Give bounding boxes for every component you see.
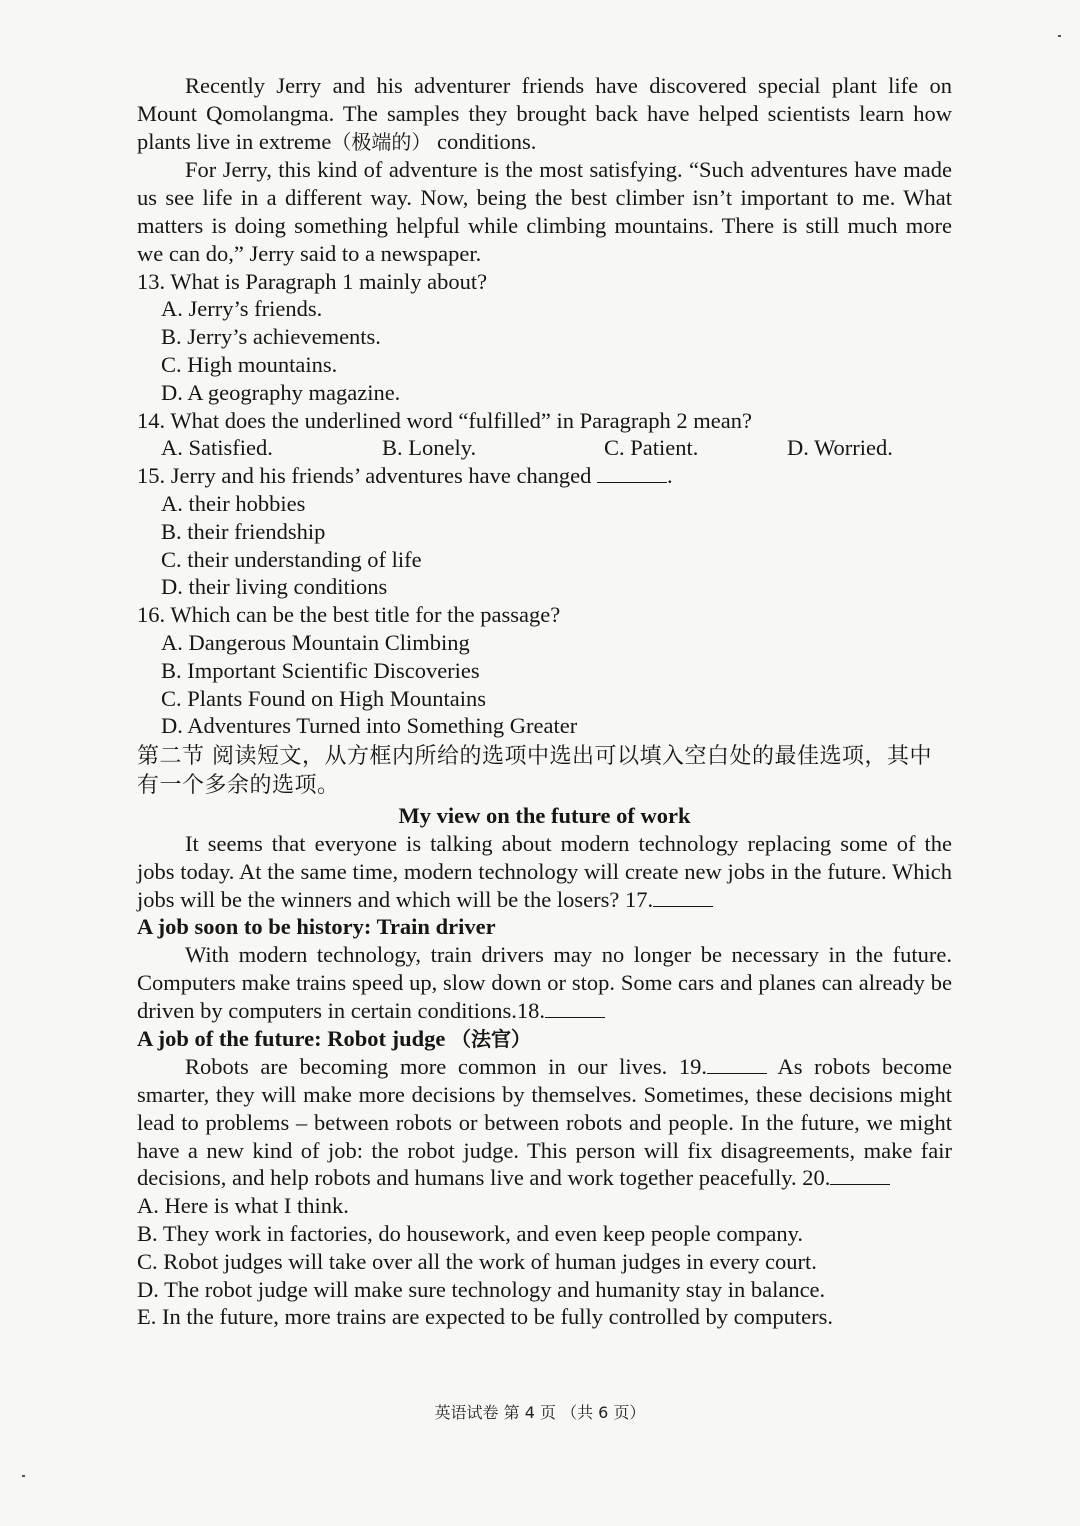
q16-option-d[interactable]: D. Adventures Turned into Something Greater — [161, 713, 578, 739]
choice-b[interactable]: B. They work in factories, do housework, and even keep people company. — [137, 1221, 804, 1247]
choice-e[interactable]: E. In the future, more trains are expected to be fully controlled by computers. — [137, 1304, 834, 1330]
choice-a[interactable]: A. Here is what I think. — [137, 1193, 349, 1219]
q13-option-c[interactable]: C. High mountains. — [161, 351, 338, 377]
question-13-stem: 13. What is Paragraph 1 mainly about? — [137, 268, 488, 294]
q16-option-a[interactable]: A. Dangerous Mountain Climbing — [161, 629, 470, 655]
q13-option-d[interactable]: D. A geography magazine. — [161, 379, 401, 405]
para1-text: Recently Jerry and his adventurer friends have discovered special plant life on Mount Qomolangma. The samples they brought back have helped scientists learn how plants live in extreme — [137, 73, 952, 154]
passage-paragraph-2: For Jerry, this kind of adventure is the most satisfying. “Such adventures have made us see life in a different way. Now, being the best climber isn’t important to me. What matters is doing something helpful while climbing mountains. There is still much more we can do,” Jerry said to a newspaper. — [137, 157, 952, 266]
scan-speck — [1058, 35, 1061, 37]
choice-c[interactable]: C. Robot judges will take over all the work of human judges in every court. — [137, 1248, 817, 1274]
answer-blank-17[interactable] — [653, 886, 713, 907]
q15-option-b[interactable]: B. their friendship — [161, 518, 326, 544]
passage-title: My view on the future of work — [398, 803, 691, 829]
q16-option-b[interactable]: B. Important Scientific Discoveries — [161, 657, 480, 683]
q13-option-a[interactable]: A. Jerry’s friends. — [161, 296, 323, 322]
subheading-train-driver: A job soon to be history: Train driver — [137, 914, 496, 940]
para1-text-end: conditions. — [431, 128, 537, 154]
subheading-robot-judge — [137, 1025, 952, 1054]
train-driver-paragraph — [137, 941, 952, 1024]
robot-text-a: Robots are becoming more common in our lives. 19. — [185, 1054, 708, 1080]
q14-option-a[interactable]: A. Satisfied. — [161, 435, 273, 461]
question-15-stem — [137, 462, 952, 490]
section-2-instruction: 第二节 阅读短文，从方框内所给的选项中选出可以填入空白处的最佳选项，其中有一个多余的选项。 — [137, 744, 932, 799]
robot-judge-paragraph — [137, 1053, 952, 1192]
passage-paragraph-1 — [137, 72, 952, 156]
robot-judge-heading-text: A job of the future: Robot judge — [137, 1025, 451, 1051]
q14-option-b[interactable]: B. Lonely. — [382, 435, 477, 461]
answer-blank[interactable] — [597, 462, 667, 483]
robot-text-b: As robots become smarter, they will make more decisions by themselves. Sometimes, these decisions might lead to problems – between robots or between robots and people. In the future, we might have a new kind of job: the robot judge. This person will fix disagreements, make fair decisions, and help robots and humans live and work together peacefully. 20. — [137, 1054, 952, 1191]
page-footer: 英语试卷 第 4 页 （共 6 页） — [434, 1403, 646, 1422]
q15-stem-text: 15. Jerry and his friends’ adventures have changed — [137, 463, 598, 489]
q15-option-d[interactable]: D. their living conditions — [161, 574, 388, 600]
intro-paragraph — [137, 830, 952, 913]
q14-option-c[interactable]: C. Patient. — [604, 435, 699, 461]
q15-option-c[interactable]: C. their understanding of life — [161, 546, 422, 572]
q14-options-row — [137, 434, 952, 462]
q14-option-d[interactable]: D. Worried. — [787, 435, 893, 461]
answer-blank-19[interactable] — [707, 1053, 767, 1074]
question-16-stem: 16. Which can be the best title for the passage? — [137, 602, 561, 628]
q13-option-b[interactable]: B. Jerry’s achievements. — [161, 324, 381, 350]
answer-blank-20[interactable] — [830, 1164, 890, 1185]
question-14-stem: 14. What does the underlined word “fulfilled” in Paragraph 2 mean? — [137, 407, 753, 433]
intro-text: It seems that everyone is talking about modern technology replacing some of the jobs today. At the same time, modern technology will create new jobs in the future. Which jobs will be the winners and which will be the losers? 17. — [137, 830, 952, 912]
scan-speck — [22, 1475, 25, 1477]
answer-blank-18[interactable] — [545, 997, 605, 1018]
train-text: With modern technology, train drivers may no longer be necessary in the future. Computers make trains speed up, slow down or stop. Some cars and planes can already be driven by computers in certain conditions.18. — [137, 942, 952, 1023]
exam-page — [137, 72, 952, 1331]
q16-option-c[interactable]: C. Plants Found on High Mountains — [161, 685, 487, 711]
chinese-gloss: （法官） — [450, 1026, 531, 1051]
q15-stem-end: . — [667, 463, 673, 489]
q15-option-a[interactable]: A. their hobbies — [161, 490, 306, 516]
chinese-gloss: （极端的） — [331, 129, 432, 154]
choice-d[interactable]: D. The robot judge will make sure technology and humanity stay in balance. — [137, 1276, 826, 1302]
